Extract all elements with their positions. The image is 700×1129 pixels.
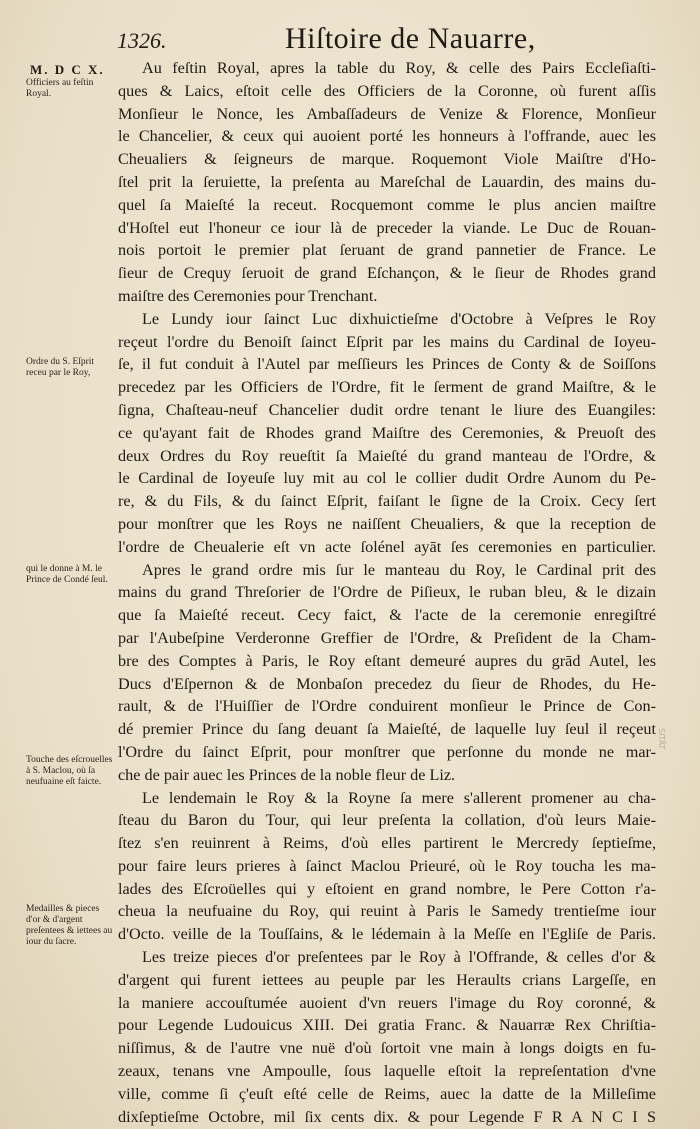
text-line: l'Ordre du ſainct Eſprit, pour monſtrer que perſonne du monde ne mar-	[118, 742, 656, 761]
text-line: nois portoit le premier plat ſeruant de grand pannetier de France. Le	[118, 241, 656, 260]
text-line: Le Lundy iour ſainct Luc dixhuictieſme d'Octobre à Veſpres le Roy	[142, 309, 656, 328]
text-line: pour Legende Ludouicus XIII. Dei gratia Franc. & Nauarræ Rex Chriſtia-	[118, 1016, 656, 1035]
text-line: le Cardinal de Ioyeuſe luy mit au col le collier dudit Ordre Aunom du Pe-	[118, 469, 656, 488]
text-line: le Chancelier, & ceux qui auoient porté les honneurs à l'offrande, auec les	[118, 127, 656, 146]
margin-note-prince-conde: qui le donne à M. le Prince de Condé ſeul.	[26, 564, 108, 585]
text-line: ſe, il fut conduit à l'Autel par meſſieurs les Princes de Conty & de Soiſſons	[118, 355, 656, 374]
text-line: d'Hoſtel eut l'honeur ce iour là de preceder la viande. Le Duc de Rouan-	[118, 218, 656, 237]
body-text	[118, 57, 656, 1128]
text-line: Ducs d'Eſpernon & de Monbaſon precedez du ſieur de Rhodes, du He-	[118, 674, 656, 693]
text-line: Au feſtin Royal, apres la table du Roy, & celle des Pairs Eccleſiaſti-	[142, 59, 656, 77]
page-header	[0, 22, 700, 58]
text-line: che de pair auec les Princes de la noble fleur de Liz.	[118, 765, 456, 784]
text-line: maiſtre des Ceremonies pour Trenchant.	[118, 286, 378, 305]
text-line: quel ſa Maieſté la receut. Rocquemont comme le plus ancien maiſtre	[118, 195, 656, 214]
text-line: Monſieur le Nonce, les Ambaſſadeurs de Venize & Florence, Monſieur	[118, 104, 656, 123]
margin-note-ordre-saint-esprit: Ordre du S. Eſprit receu par le Roy,	[26, 357, 95, 378]
text-line: mains du grand Threſorier de l'Ordre de Piſieux, le ruban bleu, & le dizain	[118, 583, 656, 602]
text-line: ſieur de Crequy ſeruoit de grand Eſchançon, & le ſieur de Rhodes grand	[118, 264, 656, 283]
running-title: Hiſtoire de Nauarre,	[285, 22, 536, 55]
text-line: pour monſtrer que les Roys ne naiſſent Cheualiers, & que la reception de	[118, 514, 656, 533]
text-line: d'Octo. veille de la Touſſains, & le lédemain à la Meſſe en l'Egliſe de Paris.	[118, 925, 656, 944]
text-line: ſigna, Chaſteau-neuf Chancelier dudit ordre tenant le liure des Euangiles:	[118, 400, 656, 419]
text-line: bre des Comptes à Paris, le Roy eſtant demeuré aupres du grād Autel, les	[118, 651, 656, 670]
text-line: la maniere accouſtumée auoient d'vn reuers l'image du Roy coronné, &	[118, 993, 656, 1012]
text-line: ſtez s'en reuinrent à Reims, d'où elles partirent le Mercredy ſeptieſme,	[118, 834, 656, 853]
text-line: ques & Laics, eſtoit celle des Officiers de la Coronne, où furent aſſis	[118, 81, 656, 100]
text-line: Cheualiers & ſeigneurs de marque. Roquemont Viole Maiſtre d'Ho-	[118, 150, 656, 169]
text-line: zeaux, tenans vne Ampoulle, ſous laquelle eſtoit la repreſentation d'vne	[118, 1062, 656, 1081]
text-line: ſteau du Baron du Tour, qui leur preſenta la collation, d'où leurs Maie-	[118, 811, 656, 830]
text-line: niſſimus, & de l'autre vne nuë d'où ſortoit vne main à longs doigts en fu-	[118, 1039, 656, 1058]
text-line: ce qu'ayant fait de Rhodes grand Maiſtre des Ceremonies, & Preuoſt des	[118, 423, 656, 442]
margin-note-officers: Officiers au feſtin Royal.	[26, 78, 94, 99]
text-line: cheua la neufuaine du Roy, qui reuint à Paris le Samedy trentieſme iour	[118, 902, 656, 921]
text-line: deux Ordres du Roy reueſtit ſa Maieſté du grand manteau de l'Ordre, &	[118, 446, 656, 465]
text-line: pour faire leurs prieres à ſainct Maclou Prieuré, où le Roy toucha les ma-	[118, 856, 656, 875]
text-line: dixſeptieſme Octobre, mil ſix cents dix. & pour Legende F R A N C I S	[118, 1107, 656, 1126]
margin-year: M. D C X.	[30, 62, 105, 77]
text-line: precedez par les Officiers de l'Ordre, fit le ſerment de grand Maiſtre, & le	[118, 378, 656, 397]
text-line: dé premier Prince du ſang deuant ſa Maieſté, de laquelle luy ſeul il reçeut	[118, 720, 656, 739]
margin-note-medailles: Medailles & pieces d'or & d'argent preſentees & iettees au iour du ſacre.	[26, 904, 113, 947]
text-line: l'ordre de Cheualerie eſt vn acte ſolénel ayāt ſes ceremonies en particulier.	[118, 537, 656, 556]
text-line: que ſa Maieſté receut. Cecy faict, & l'acte de la ceremonie enregiſtré	[118, 606, 656, 625]
text-line: d'argent qui furent iettees au peuple par les Heraults crians Largeſſe, en	[118, 970, 656, 989]
text-line: Apres le grand ordre mis ſur le manteau du Roy, le Cardinal prit des	[142, 560, 656, 579]
text-line: Le lendemain le Roy & la Royne ſa mere s'allerent promener au cha-	[142, 788, 656, 807]
text-line: re, & du Fils, & du ſainct Eſprit, faiſant le ſigne de la Croix. Cecy ſert	[118, 492, 656, 511]
page-number: 1326.	[117, 28, 167, 53]
text-line: par l'Aubeſpine Verderonne Greffier de l'Ordre, & Preſident de la Cham-	[118, 628, 656, 647]
text-line: ſtel prit la ſeruiette, la preſenta au Mareſchal de Lauardin, des mains du-	[118, 172, 656, 191]
text-line: Les treize pieces d'or preſentees par le Roy à l'Offrande, & celles d'or &	[142, 948, 656, 967]
text-line: rault, & de l'Huiſſier de l'Ordre conduirent monſieur le Prince de Con-	[118, 697, 656, 716]
text-line: lades des Eſcroüelles qui y eſtoient en grand nombre, le Pere Cotton r'a-	[118, 879, 656, 898]
library-stamp: SITÄT	[657, 728, 666, 750]
margin-note-escrouelles: Touche des eſcrouelles à S. Maclou, où ſa neufuaine eſt faicte.	[26, 755, 113, 787]
text-line: reçeut l'ordre du Benoiſt ſainct Eſprit par les mains du Cardinal de Ioyeu-	[118, 332, 656, 351]
text-line: ville, comme ſi ç'euſt eſté celle de Reims, auec la datte de la Milleſime	[118, 1084, 656, 1103]
